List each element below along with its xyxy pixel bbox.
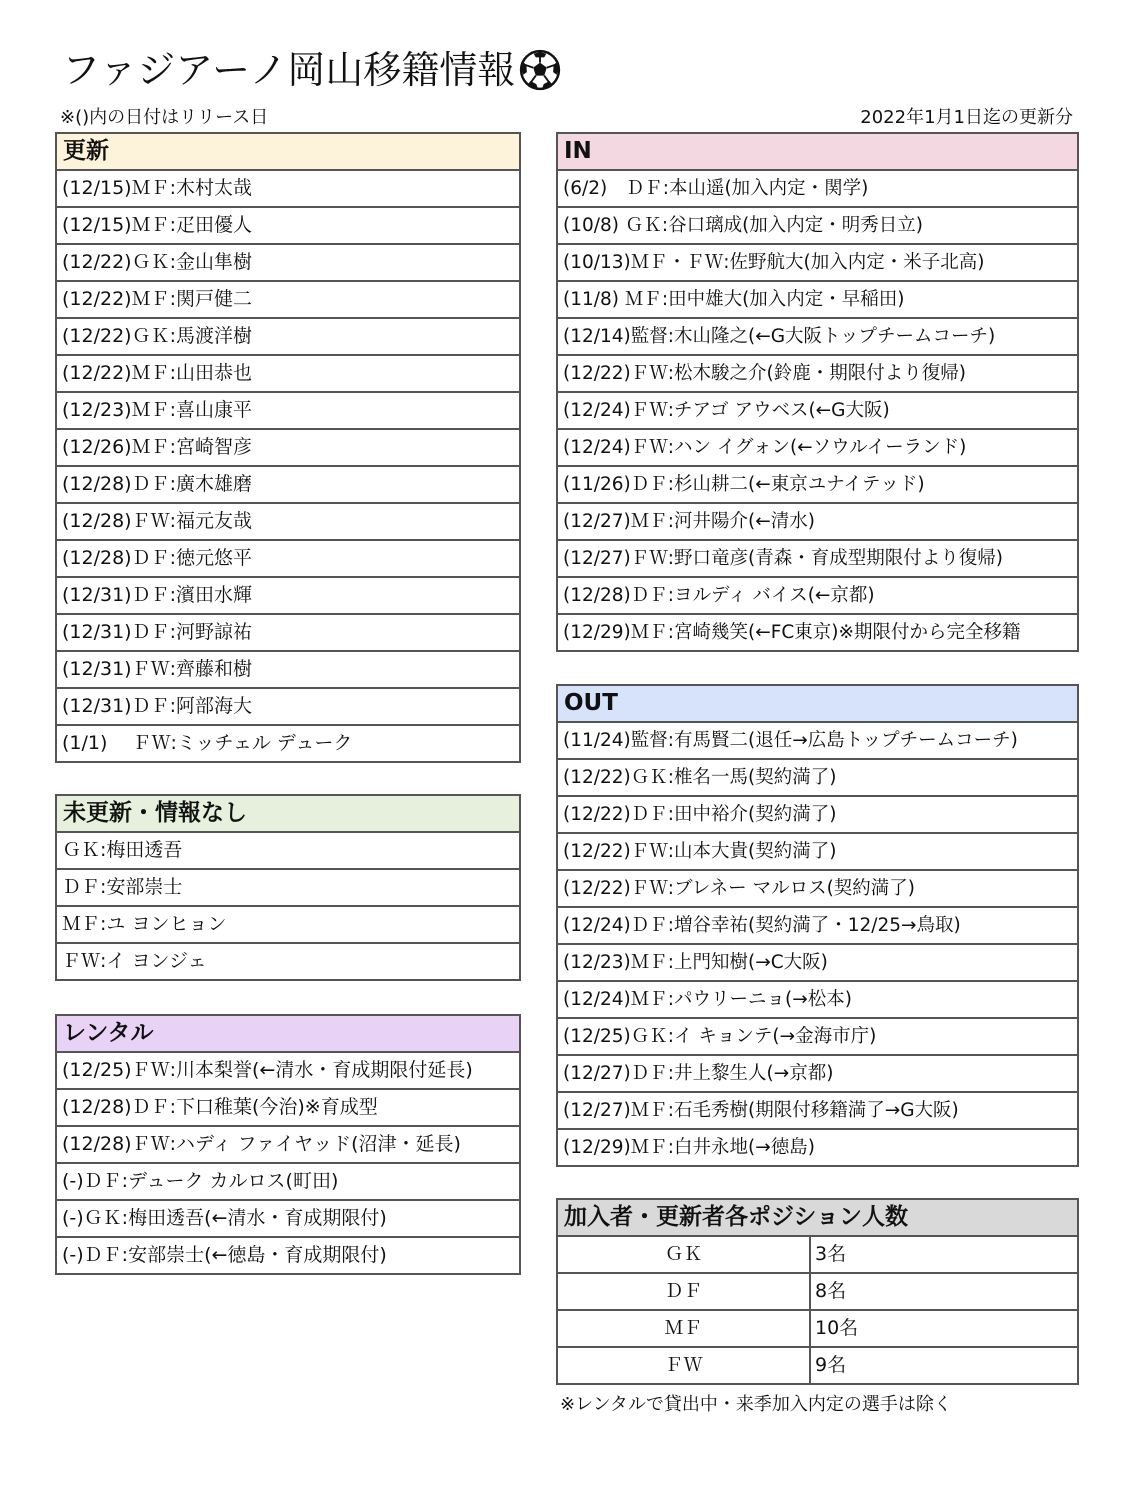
table-row: (-)ＤＦ:デューク カルロス(町田) [57, 1162, 519, 1199]
table-row: (12/31)ＤＦ:河野諒祐 [57, 613, 519, 650]
table-row: (12/15)ＭＦ:疋田優人 [57, 206, 519, 243]
rental-table [55, 1014, 521, 1275]
table-row: ＧＫ:梅田透吾 [57, 831, 519, 868]
table-row [558, 1309, 1077, 1346]
table-row: (11/24)監督:有馬賢二(退任→広島トップチームコーチ) [558, 721, 1077, 758]
table-row: (12/31)ＤＦ:阿部海大 [57, 687, 519, 724]
table-row: (10/13)ＭＦ・ＦＷ:佐野航大(加入内定・米子北高) [558, 243, 1077, 280]
position-cell: ＤＦ [558, 1274, 811, 1309]
table-row [558, 1272, 1077, 1309]
no-update-table [55, 794, 521, 981]
table-row: (12/24)ＤＦ:増谷幸祐(契約満了・12/25→鳥取) [558, 906, 1077, 943]
table-row: (6/2) ＤＦ:本山遥(加入内定・関学) [558, 169, 1077, 206]
position-cell: ＭＦ [558, 1311, 811, 1346]
table-row: (12/25)ＧＫ:イ キョンテ(→金海市庁) [558, 1017, 1077, 1054]
table-row: (12/28)ＤＦ:ヨルディ バイス(←京都) [558, 576, 1077, 613]
table-row: (12/14)監督:木山隆之(←G大阪トップチームコーチ) [558, 317, 1077, 354]
table-row: (12/22)ＭＦ:山田恭也 [57, 354, 519, 391]
table-row: (12/27)ＦＷ:野口竜彦(青森・育成型期限付より復帰) [558, 539, 1077, 576]
table-row: (12/27)ＭＦ:河井陽介(←清水) [558, 502, 1077, 539]
table-row: (12/28)ＦＷ:ハディ ファイヤッド(沼津・延長) [57, 1125, 519, 1162]
soccer-ball-icon [519, 49, 561, 91]
table-row: (12/27)ＭＦ:石毛秀樹(期限付移籍満了→G大阪) [558, 1091, 1077, 1128]
count-cell: 9名 [815, 1354, 847, 1376]
table-row: ＦＷ:イ ヨンジェ [57, 942, 519, 979]
updated-date-note: 2022年1月1日迄の更新分 [860, 107, 1073, 128]
table-row: (12/29)ＭＦ:宮崎幾笑(←FC東京)※期限付から完全移籍 [558, 613, 1077, 650]
table-row: (12/23)ＭＦ:喜山康平 [57, 391, 519, 428]
position-cell: ＦＷ [558, 1348, 811, 1383]
table-row: (10/8) ＧＫ:谷口璃成(加入内定・明秀日立) [558, 206, 1077, 243]
table-row: (12/29)ＭＦ:白井永地(→徳島) [558, 1128, 1077, 1165]
rental-table-header: レンタル [57, 1016, 519, 1051]
count-cell: 8名 [815, 1280, 847, 1302]
table-row: (12/22)ＤＦ:田中裕介(契約満了) [558, 795, 1077, 832]
table-row: (12/31)ＦＷ:齊藤和樹 [57, 650, 519, 687]
table-row: (11/8) ＭＦ:田中雄大(加入内定・早稲田) [558, 280, 1077, 317]
out-table-header: OUT [558, 686, 1077, 721]
table-row: (12/31)ＤＦ:濱田水輝 [57, 576, 519, 613]
position-count-table-header: 加入者・更新者各ポジション人数 [558, 1200, 1077, 1235]
table-row: (12/24)ＦＷ:ハン イグォン(←ソウルイーランド) [558, 428, 1077, 465]
position-count-table [556, 1198, 1079, 1385]
table-row: (-)ＧＫ:梅田透吾(←清水・育成期限付) [57, 1199, 519, 1236]
table-row: (12/26)ＭＦ:宮崎智彦 [57, 428, 519, 465]
table-row: (12/28)ＤＦ:廣木雄磨 [57, 465, 519, 502]
table-row: (12/22)ＦＷ:ブレネー マルロス(契約満了) [558, 869, 1077, 906]
table-row: (12/22)ＦＷ:松木駿之介(鈴鹿・期限付より復帰) [558, 354, 1077, 391]
table-row: (1/1) ＦＷ:ミッチェル デューク [57, 724, 519, 761]
table-row: (12/28)ＤＦ:下口稚葉(今治)※育成型 [57, 1088, 519, 1125]
no-update-table-header: 未更新・情報なし [57, 796, 519, 831]
table-row: (12/23)ＭＦ:上門知樹(→C大阪) [558, 943, 1077, 980]
page-title [62, 44, 561, 96]
table-row: (12/24)ＭＦ:パウリーニョ(→松本) [558, 980, 1077, 1017]
page-title-text: ファジアーノ岡山移籍情報 [62, 48, 516, 92]
in-table-header: IN [558, 134, 1077, 169]
table-row [558, 1235, 1077, 1272]
table-row: (12/25)ＦＷ:川本梨誉(←清水・育成期限付延長) [57, 1051, 519, 1088]
table-row: (12/28)ＦＷ:福元友哉 [57, 502, 519, 539]
table-row: ＭＦ:ユ ヨンヒョン [57, 905, 519, 942]
table-row [558, 1346, 1077, 1383]
release-date-note: ※()内の日付はリリース日 [60, 107, 269, 128]
table-row: (12/22)ＧＫ:金山隼樹 [57, 243, 519, 280]
table-row: (12/22)ＦＷ:山本大貴(契約満了) [558, 832, 1077, 869]
table-row: (12/22)ＧＫ:椎名一馬(契約満了) [558, 758, 1077, 795]
table-row: (12/27)ＤＦ:井上黎生人(→京都) [558, 1054, 1077, 1091]
table-row: (12/22)ＭＦ:関戸健二 [57, 280, 519, 317]
out-table [556, 684, 1079, 1167]
table-row: (12/24)ＦＷ:チアゴ アウベス(←G大阪) [558, 391, 1077, 428]
in-table [556, 132, 1079, 652]
table-row: (12/22)ＧＫ:馬渡洋樹 [57, 317, 519, 354]
table-row: (12/28)ＤＦ:徳元悠平 [57, 539, 519, 576]
table-row: (11/26)ＤＦ:杉山耕二(←東京ユナイテッド) [558, 465, 1077, 502]
update-table-header: 更新 [57, 134, 519, 169]
table-row: (-)ＤＦ:安部崇士(←徳島・育成期限付) [57, 1236, 519, 1273]
table-row: ＤＦ:安部崇士 [57, 868, 519, 905]
footer-note: ※レンタルで貸出中・来季加入内定の選手は除く [560, 1394, 952, 1415]
position-cell: ＧＫ [558, 1237, 811, 1272]
table-row: (12/15)ＭＦ:木村太哉 [57, 169, 519, 206]
count-cell: 10名 [815, 1317, 859, 1339]
update-table [55, 132, 521, 763]
count-cell: 3名 [815, 1243, 847, 1265]
